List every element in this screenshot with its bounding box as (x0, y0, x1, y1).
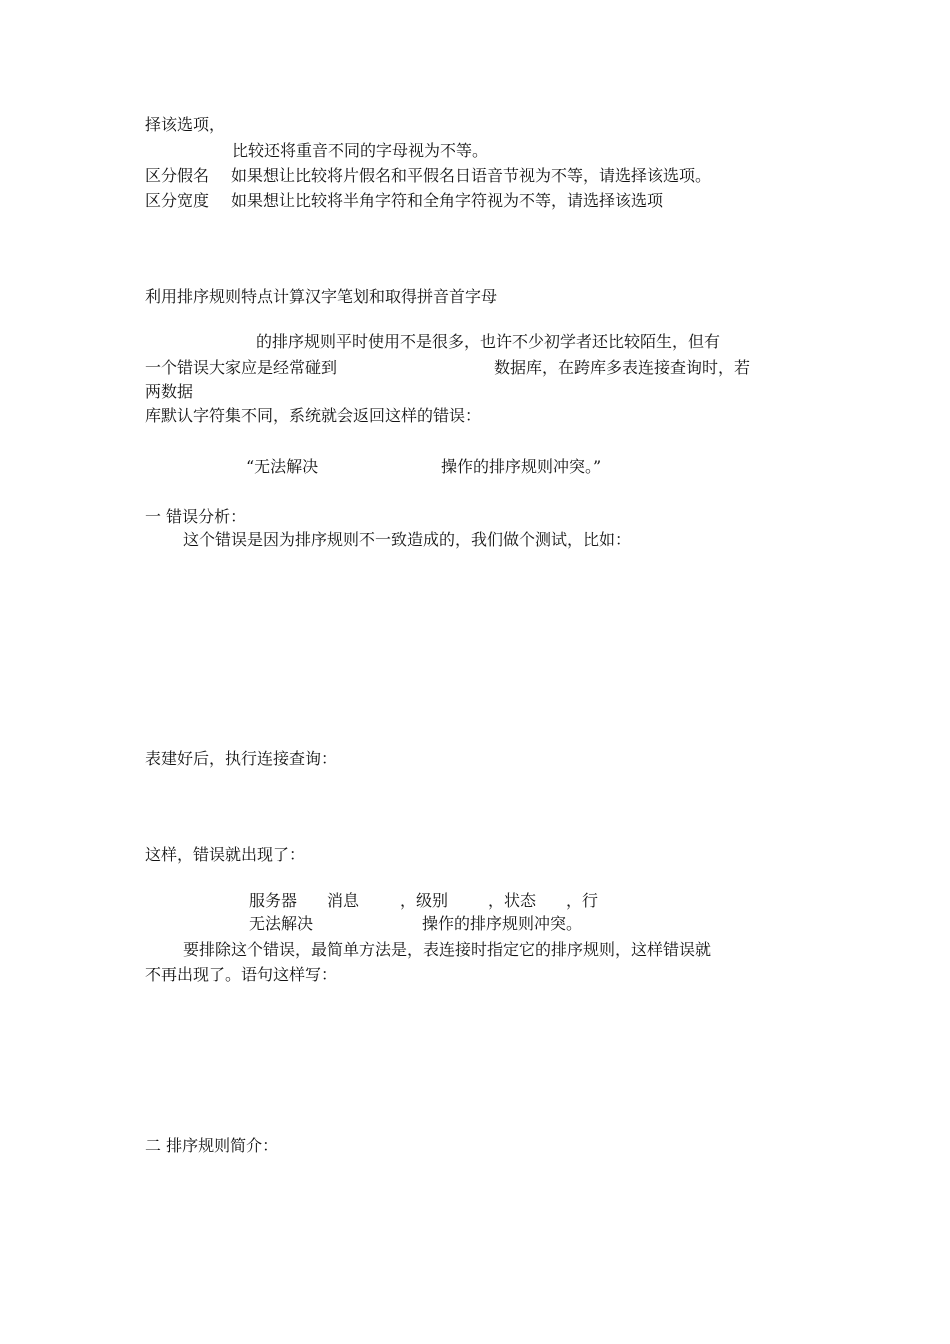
paragraph-line: 库默认字符集不同，系统就会返回这样的错误： (145, 406, 482, 425)
option-label: 区分宽度 (145, 191, 210, 210)
section-heading: 一 错误分析： (145, 507, 247, 526)
text-line: 比较还将重音不同的字母视为不等。 (232, 141, 489, 160)
quoted-error: 操作的排序规则冲突。” (441, 457, 602, 476)
paragraph-line: 数据库，在跨库多表连接查询时，若 (494, 358, 751, 377)
error-message-text: 无法解决 (249, 914, 314, 933)
error-message-state: ，状态 (488, 891, 537, 910)
option-description: 如果想让比较将片假名和平假名日语音节视为不等，请选择该选项。 (231, 166, 712, 185)
paragraph-line: 这样，错误就出现了： (145, 845, 306, 864)
error-message-row: ，行 (566, 891, 599, 910)
error-message-server: 服务器 (249, 891, 298, 910)
text-line: 择该选项， (145, 115, 226, 134)
section-heading: 利用排序规则特点计算汉字笔划和取得拼音首字母 (145, 287, 498, 306)
quoted-error: “无法解决 (246, 457, 319, 476)
paragraph-line: 这个错误是因为排序规则不一致造成的，我们做个测试，比如： (183, 530, 632, 549)
paragraph-line: 的排序规则平时使用不是很多，也许不少初学者还比较陌生，但有 (256, 332, 721, 351)
option-label: 区分假名 (145, 166, 210, 185)
paragraph-line: 要排除这个错误，最简单方法是，表连接时指定它的排序规则，这样错误就 (183, 940, 712, 959)
paragraph-line: 两数据 (145, 382, 194, 401)
paragraph-line: 不再出现了。语句这样写： (145, 965, 338, 984)
paragraph-line: 表建好后，执行连接查询： (145, 749, 338, 768)
section-heading: 二 排序规则简介： (145, 1136, 279, 1155)
error-message-level: ，级别 (400, 891, 449, 910)
paragraph-line: 一个错误大家应是经常碰到 (145, 358, 338, 377)
option-description: 如果想让比较将半角字符和全角字符视为不等，请选择该选项 (231, 191, 664, 210)
error-message-msg: 消息 (327, 891, 360, 910)
error-message-text: 操作的排序规则冲突。 (422, 914, 583, 933)
